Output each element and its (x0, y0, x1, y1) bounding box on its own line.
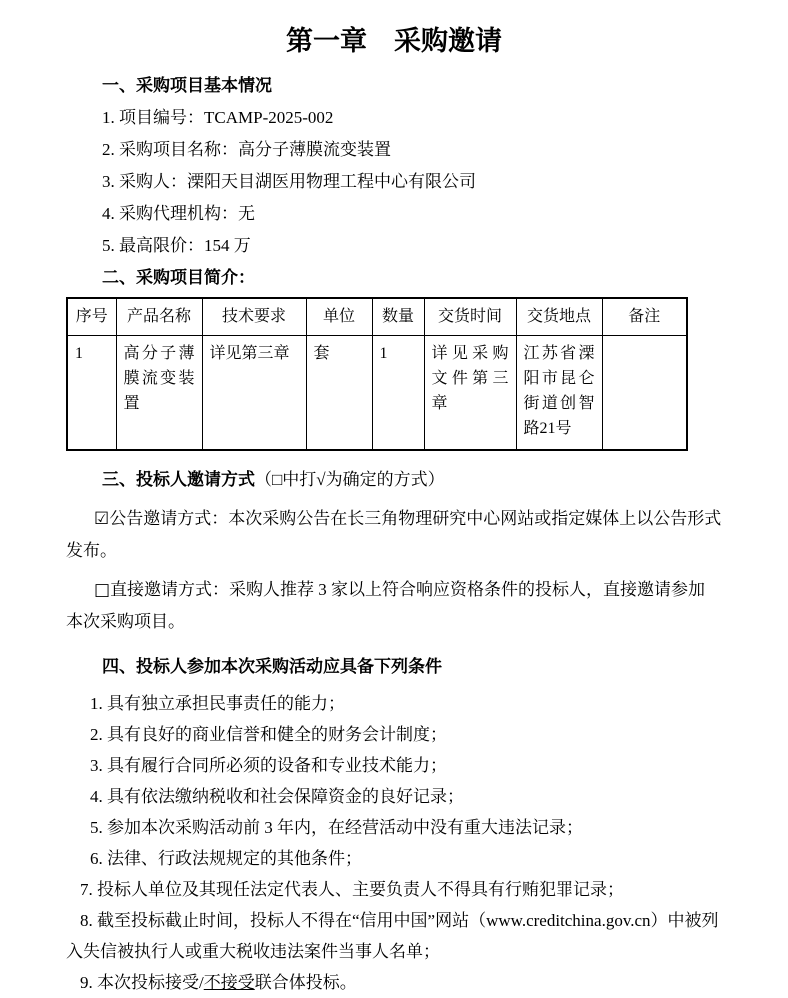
checked-checkbox-icon: ☑ (94, 509, 110, 529)
invitation-option-public (66, 503, 722, 567)
col-header-remark: 备注 (602, 298, 687, 336)
invitation-heading-bold: 三、投标人邀请方式 (102, 470, 255, 489)
basic-info-item-project-name: 2. 采购项目名称：高分子薄膜流变装置 (102, 140, 391, 159)
basic-info-item-agency: 4. 采购代理机构：无 (102, 204, 255, 223)
section-heading-invitation-method (66, 464, 722, 496)
qualification-item-4: 4. 具有依法缴纳税收和社会保障资金的良好记录； (90, 787, 464, 806)
unchecked-checkbox-icon: □ (94, 580, 111, 600)
col-header-delivery-time: 交货时间 (424, 298, 516, 336)
project-brief-table (66, 297, 688, 451)
col-header-seq: 序号 (67, 298, 116, 336)
col-header-tech: 技术要求 (202, 298, 306, 336)
cell-tech: 详见第三章 (202, 336, 306, 451)
col-header-delivery-place: 交货地点 (516, 298, 602, 336)
cell-unit: 套 (306, 336, 372, 451)
qualification-item-8: 8. 截至投标截止时间，投标人不得在“信用中国”网站（www.creditchina.gov.cn）中被列入失信被执行人或重大税收违法案件当事人名单； (66, 911, 719, 961)
cell-seq: 1 (67, 336, 116, 451)
basic-info-item-price-limit: 5. 最高限价：154 万 (102, 236, 251, 255)
qualification-item-3: 3. 具有履行合同所必须的设备和专业技术能力； (90, 756, 447, 775)
qualification-item-2: 2. 具有良好的商业信誉和健全的财务会计制度； (90, 725, 447, 744)
cell-qty: 1 (372, 336, 424, 451)
item9-underlined: 不接受 (203, 973, 255, 992)
qualification-item-9 (66, 967, 722, 998)
invitation-option-direct (66, 574, 722, 638)
cell-product: 高分子薄膜流变装置 (116, 336, 202, 451)
qualification-item-6: 6. 法律、行政法规规定的其他条件； (90, 849, 362, 868)
cell-delivery-time: 详见采购文件第三章 (424, 336, 516, 451)
item9-suffix: 联合体投标。 (254, 973, 357, 992)
col-header-product: 产品名称 (116, 298, 202, 336)
table-row (67, 336, 687, 451)
section-heading-project-brief: 二、采购项目简介： (102, 268, 255, 287)
cell-remark (602, 336, 687, 451)
item9-prefix: 9. 本次投标接受/ (80, 973, 204, 992)
basic-info-item-project-code: 1. 项目编号：TCAMP-2025-002 (102, 108, 334, 127)
section-heading-qualification: 四、投标人参加本次采购活动应具备下列条件 (102, 657, 442, 676)
page-title: 第一章 采购邀请 (286, 26, 502, 56)
qualification-item-5: 5. 参加本次采购活动前 3 年内，在经营活动中没有重大违法记录； (90, 818, 583, 837)
col-header-unit: 单位 (306, 298, 372, 336)
invitation-option-public-text: 公告邀请方式：本次采购公告在长三角物理研究中心网站或指定媒体上以公告形式发布。 (66, 509, 722, 560)
section-heading-basic-info: 一、采购项目基本情况 (102, 76, 272, 95)
col-header-qty: 数量 (372, 298, 424, 336)
table-header-row (67, 298, 687, 336)
qualification-item-1: 1. 具有独立承担民事责任的能力； (90, 694, 345, 713)
invitation-option-direct-text: 直接邀请方式：采购人推荐 3 家以上符合响应资格条件的投标人，直接邀请参加本次采购项目。 (66, 580, 706, 631)
cell-delivery-place: 江苏省溧阳市昆仑街道创智路21号 (516, 336, 602, 451)
basic-info-item-purchaser: 3. 采购人：溧阳天目湖医用物理工程中心有限公司 (102, 172, 476, 191)
qualification-item-7: 7. 投标人单位及其现任法定代表人、主要负责人不得具有行贿犯罪记录； (80, 880, 624, 899)
invitation-heading-note: （□中打√为确定的方式） (255, 470, 445, 489)
